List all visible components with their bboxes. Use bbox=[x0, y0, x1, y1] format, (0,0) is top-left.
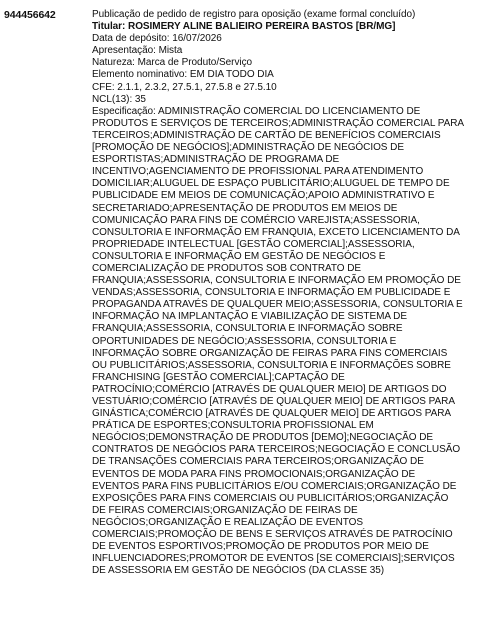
specification: Especificação: ADMINISTRAÇÃO COMERCIAL DO LICENCIAMENTO DE PRODUTOS E SERVIÇOS DE TERCEIROS;ADMINISTRAÇÃO COMERCIAL PARA TERCEIROS;ADMINISTRAÇÃO DE CARTÃO DE BENEFÍCIOS COMERCIAIS [PROMOÇÃO DE NEGÓCIOS];ADMINISTRAÇÃO DE NEGÓCIOS DE ESPORTISTAS;ADMINISTRAÇÃO DE PROGRAMA DE INCENTIVO;AGENCIAMENTO DE PROFISSIONAL PARA ATENDIMENTO DOMICILIAR;ALUGUEL DE ESPAÇO PUBLICITÁRIO;ALUGUEL DE TEMPO DE PUBLICIDADE EM MEIOS DE COMUNICAÇÃO;APOIO ADMINISTRATIVO E SECRETARIADO;APRESENTAÇÃO DE PRODUTOS EM MEIOS DE COMUNICAÇÃO PARA FINS DE COMÉRCIO VAREJISTA;ASSESSORIA, CONSULTORIA E INFORMAÇÃO EM FRANQUIA, EXCETO LICENCIAMENTO DA PROPRIEDADE INTELECTUAL [GESTÃO COMERCIAL];ASSESSORIA, CONSULTORIA E INFORMAÇÃO EM GESTÃO DE NEGÓCIOS E COMERCIALIZAÇÃO DE PRODUTOS SOB CONTRATO DE FRANQUIA;ASSESSORIA, CONSULTORIA E INFORMAÇÃO EM PROMOÇÃO DE VENDAS;ASSESSORIA, CONSULTORIA E INFORMAÇÃO EM PUBLICIDADE E PROPAGANDA ATRAVÉS DE QUALQUER MEIO;ASSESSORIA, CONSULTORIA E INFORMAÇÃO NA IMPLANTAÇÃO E VIABILIZAÇÃO DE SISTEMA DE FRANQUIA;ASSESSORIA, CONSULTORIA E INFORMAÇÃO SOBRE OPORTUNIDADES DE NEGÓCIO;ASSESSORIA, CONSULTORIA E INFORMAÇÃO SOBRE ORGANIZAÇÃO DE FEIRAS PARA FINS COMERCIAIS OU PUBLICITÁRIOS;ASSESSORIA, CONSULTORIA E INFORMAÇÕES SOBRE FRANCHISING [GESTÃO COMERCIAL];CAPTAÇÃO DE PATROCÍNIO;COMÉRCIO [ATRAVÉS DE QUALQUER MEIO] DE ARTIGOS DO VESTUÁRIO;COMÉRCIO [ATRAVÉS DE QUALQUER MEIO] DE ARTIGOS PARA GINÁSTICA;COMÉRCIO [ATRAVÉS DE QUALQUER MEIO] DE ARTIGOS PARA PRÁTICA DE ESPORTES;CONSULTORIA PROFISSIONAL EM NEGÓCIOS;DEMONSTRAÇÃO DE PRODUTOS [DEMO];NEGOCIAÇÃO DE CONTRATOS DE NEGÓCIOS PARA TERCEIROS;NEGOCIAÇÃO E CONCLUSÃO DE TRANSAÇÕES COMERCIAIS PARA TERCEIROS;ORGANIZAÇÃO DE EVENTOS DE MODA PARA FINS PROMOCIONAIS;ORGANIZAÇÃO DE EVENTOS PARA FINS PUBLICITÁRIOS E/OU COMERCIAIS;ORGANIZAÇÃO DE EXPOSIÇÕES PARA FINS COMERCIAIS OU PUBLICITÁRIOS;ORGANIZAÇÃO DE FEIRAS COMERCIAIS;ORGANIZAÇÃO DE FEIRAS DE NEGÓCIOS;ORGANIZAÇÃO E REALIZAÇÃO DE EVENTOS COMERCIAIS;PROMOÇÃO DE BENS E SERVIÇOS ATRAVÉS DE PATROCÍNIO DE EVENTOS ESPORTIVOS;PROMOÇÃO DE PRODUTOS POR MEIO DE INFLUENCIADORES;PROMOTOR DE EVENTOS [SE COMERCIAIS];SERVIÇOS DE ASSESSORIA EM GESTÃO DE NEGÓCIOS (DA CLASSE 35) bbox=[92, 105, 464, 577]
record-details bbox=[92, 9, 480, 577]
nominative-element: Elemento nominativo: EM DIA TODO DIA bbox=[92, 69, 274, 81]
dispatch-description: Publicação de pedido de registro para oposição (exame formal concluído) bbox=[92, 9, 416, 20]
cfe-codes: CFE: 2.1.1, 2.3.2, 27.5.1, 27.5.8 e 27.5.10 bbox=[92, 81, 277, 93]
ncl-class: NCL(13): 35 bbox=[92, 93, 146, 105]
titular: Titular: ROSIMERY ALINE BALIEIRO PEREIRA BASTOS [BR/MG] bbox=[92, 21, 396, 33]
process-number[interactable]: 944456642 bbox=[4, 9, 56, 21]
nature: Natureza: Marca de Produto/Serviço bbox=[92, 57, 253, 69]
filing-date: Data de depósito: 16/07/2026 bbox=[92, 33, 222, 45]
presentation: Apresentação: Mista bbox=[92, 45, 183, 57]
